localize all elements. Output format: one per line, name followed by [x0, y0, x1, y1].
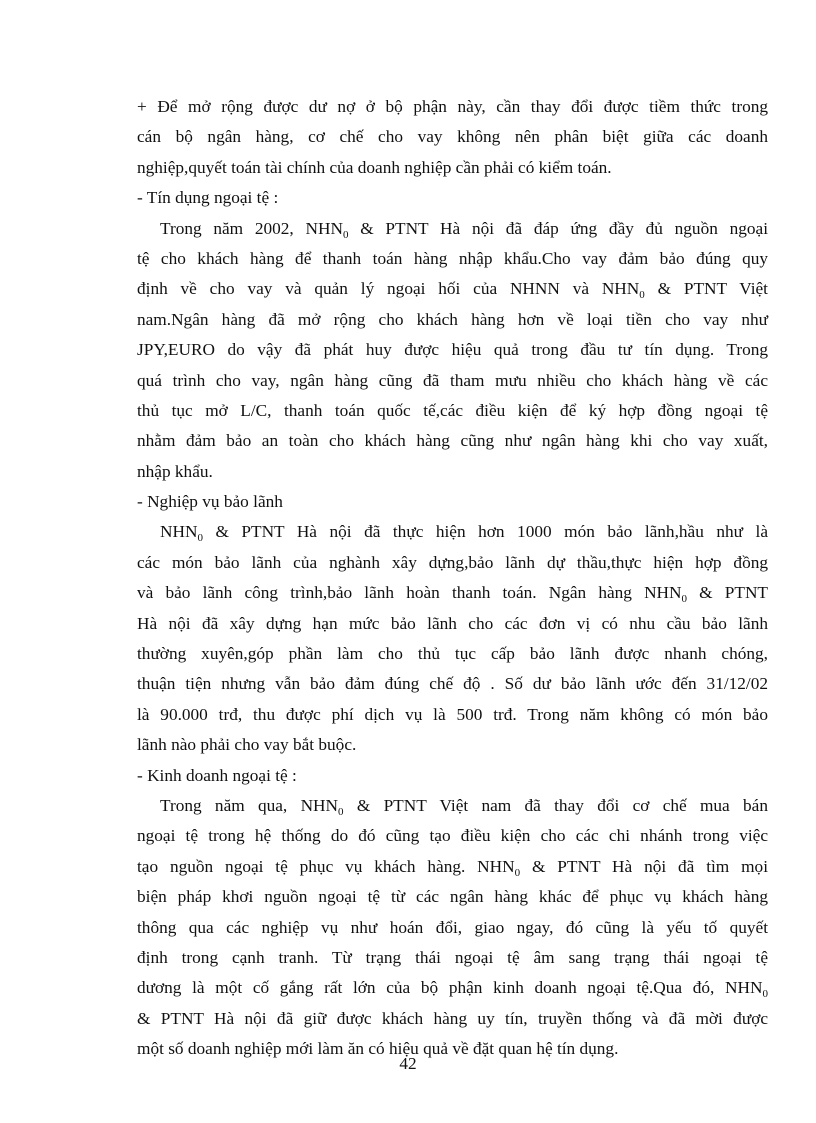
- paragraph: [137, 92, 768, 183]
- paragraph-line: cán bộ ngân hàng, cơ chế cho vay không nên phân biệt giữa các doanh: [137, 127, 768, 147]
- paragraph-line: Trong năm 2002, $NHN_0$ & PTNT Hà nội đã đáp ứng đầy đủ nguồn ngoại: [160, 218, 768, 241]
- paragraph-line: + Để mở rộng được dư nợ ở bộ phận này, cần thay đổi được tiềm thức trong: [137, 97, 768, 116]
- paragraph-line: định trong cạnh tranh. Từ trạng thái ngoại tệ âm sang trạng thái ngoại tệ: [137, 947, 768, 967]
- document-body: [137, 92, 768, 1065]
- paragraph-line: các món bảo lãnh của nghành xây dựng,bảo lãnh dự thầu,thực hiện hợp đồng: [137, 552, 768, 572]
- section-heading: - Nghiệp vụ bảo lãnh: [137, 492, 283, 512]
- page-number: 42: [399, 1054, 417, 1073]
- paragraph: [137, 517, 768, 760]
- paragraph-line: nhập khẩu.: [137, 461, 213, 481]
- paragraph-line: quá trình cho vay, ngân hàng cũng đã tham mưu nhiều cho khách hàng về các: [137, 370, 768, 390]
- paragraph-line: thường xuyên,góp phần làm cho thủ tục cấp bảo lãnh được nhanh chóng,: [137, 644, 768, 664]
- paragraph-line: biện pháp khơi nguồn ngoại tệ từ các ngân hàng khác để phục vụ khách hàng: [137, 887, 768, 907]
- paragraph-line: thuận tiện nhưng vẫn bảo đảm đúng chế độ . Số dư bảo lãnh ước đến 31/12/02: [137, 674, 768, 694]
- paragraph-line: $NHN_0$ & PTNT Hà nội đã thực hiện hơn 1000 món bảo lãnh,hầu như là: [160, 522, 768, 545]
- paragraph-line: nghiệp,quyết toán tài chính của doanh nghiệp cần phải có kiểm toán.: [137, 157, 612, 177]
- paragraph: [137, 791, 768, 1065]
- paragraph-line: & PTNT Hà nội đã giữ được khách hàng uy tín, truyền thống và đã mời được: [137, 1008, 768, 1028]
- paragraph-line: và bảo lãnh công trình,bảo lãnh hoàn thanh toán. Ngân hàng $NHN_0$ & PTNT: [137, 583, 768, 606]
- paragraph: [137, 214, 768, 488]
- paragraph-line: JPY,EURO do vậy đã phát huy được hiệu quả trong đầu tư tín dụng. Trong: [137, 340, 768, 360]
- paragraph-line: thủ tục mở L/C, thanh toán quốc tế,các điều kiện để ký hợp đồng ngoại tệ: [137, 400, 768, 420]
- paragraph-line: tạo nguồn ngoại tệ phục vụ khách hàng. $NHN_0$ & PTNT Hà nội đã tìm mọi: [137, 856, 768, 879]
- paragraph-line: Hà nội đã xây dựng hạn mức bảo lãnh cho các đơn vị có nhu cầu bảo lãnh: [137, 613, 768, 633]
- paragraph-line: ngoại tệ trong hệ thống do đó cũng tạo điều kiện cho các chi nhánh trong việc: [137, 826, 768, 846]
- paragraph-line: Trong năm qua, $NHN_0$ & PTNT Việt nam đã thay đổi cơ chế mua bán: [160, 795, 768, 818]
- section-heading: - Kinh doanh ngoại tệ :: [137, 765, 297, 785]
- paragraph-line: dương là một cố gắng rất lớn của bộ phận kinh doanh ngoại tệ.Qua đó, $NHN_0$: [137, 978, 768, 1001]
- paragraph-line: là 90.000 trđ, thu được phí dịch vụ là 500 trđ. Trong năm không có món bảo: [137, 704, 768, 724]
- paragraph-line: tệ cho khách hàng để thanh toán hàng nhập khẩu.Cho vay đảm bảo đúng quy: [137, 248, 768, 268]
- paragraph-line: lãnh nào phải cho vay bắt buộc.: [137, 735, 357, 755]
- paragraph-line: nhằm đảm bảo an toàn cho khách hàng cũng như ngân hàng khi cho vay xuất,: [137, 431, 768, 451]
- paragraph-line: định về cho vay và quản lý ngoại hối của NHNN và $NHN_0$ & PTNT Việt: [137, 279, 768, 302]
- paragraph-line: một số doanh nghiệp mới làm ăn có hiệu quả về đặt quan hệ tín dụng.: [137, 1039, 619, 1059]
- section-heading: - Tín dụng ngoại tệ :: [137, 188, 279, 208]
- paragraph-line: nam.Ngân hàng đã mở rộng cho khách hàng hơn về loại tiền cho vay như: [137, 309, 768, 329]
- paragraph-line: thông qua các nghiệp vụ như hoán đổi, giao ngay, đó cũng là yếu tố quyết: [137, 917, 768, 937]
